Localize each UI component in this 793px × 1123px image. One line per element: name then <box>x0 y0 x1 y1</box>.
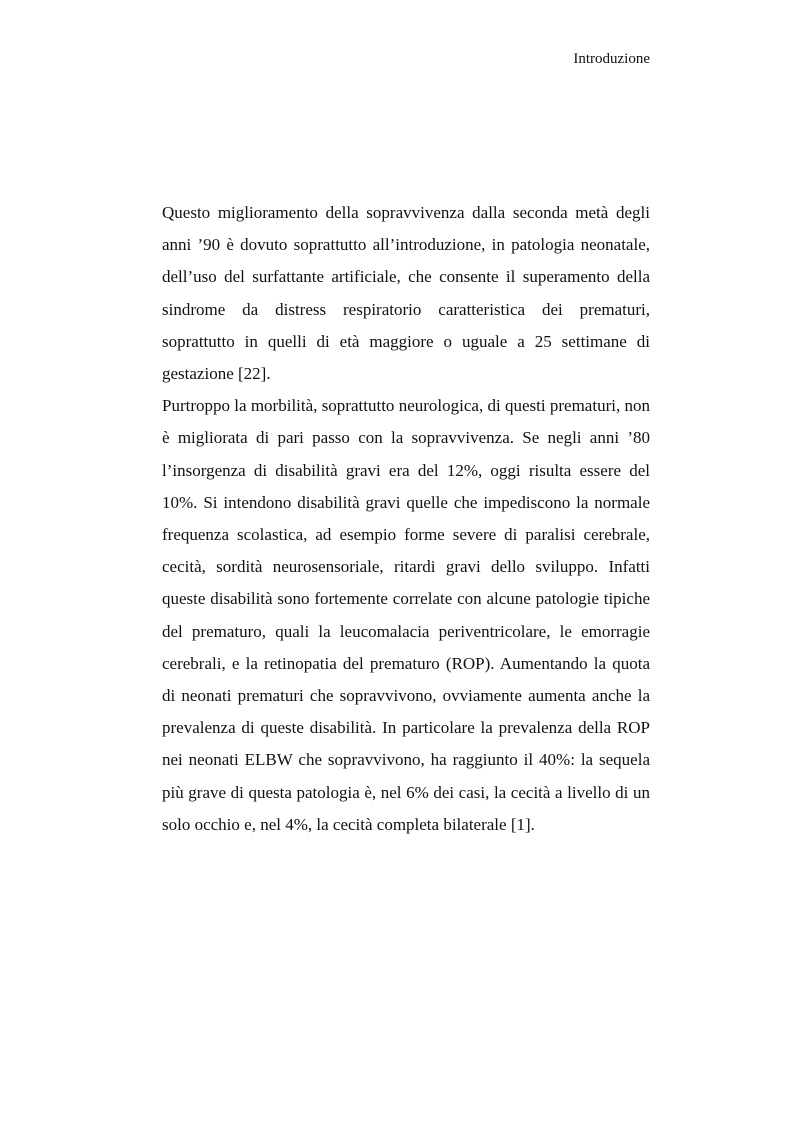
paragraph-morbidity: Purtroppo la morbilità, soprattutto neurologica, di questi prematuri, non è migliorata di pari passo con la sopravvivenza. Se negli anni ’80 l’insorgenza di disabilità gravi era del 12%, oggi risulta essere del 10%. Si intendono disabilità gravi quelle che impediscono la normale frequenza scolastica, ad esempio forme severe di paralisi cerebrale, cecità, sordità neurosensoriale, ritardi gravi dello sviluppo. Infatti queste disabilità sono fortemente correlate con alcune patologie tipiche del prematuro, quali la leucomalacia periventricolare, le emorragie cerebrali, e la retinopatia del prematuro (ROP). Aumentando la quota di neonati prematuri che sopravvivono, ovviamente aumenta anche la prevalenza di queste disabilità. In particolare la prevalenza della ROP nei neonati ELBW che sopravvivono, ha raggiunto il 40%: la sequela più grave di questa patologia è, nel 6% dei casi, la cecità a livello di un solo occhio e, nel 4%, la cecità completa bilaterale [1]. <box>162 396 650 834</box>
body-text <box>162 197 650 841</box>
running-header: Introduzione <box>573 51 650 67</box>
paragraph-survival: Questo miglioramento della sopravvivenza dalla seconda metà degli anni ’90 è dovuto soprattutto all’introduzione, in patologia neonatale, dell’uso del surfattante artificiale, che consente il superamento della sindrome da distress respiratorio caratteristica dei prematuri, soprattutto in quelli di età maggiore o uguale a 25 settimane di gestazione [22]. <box>162 203 650 384</box>
